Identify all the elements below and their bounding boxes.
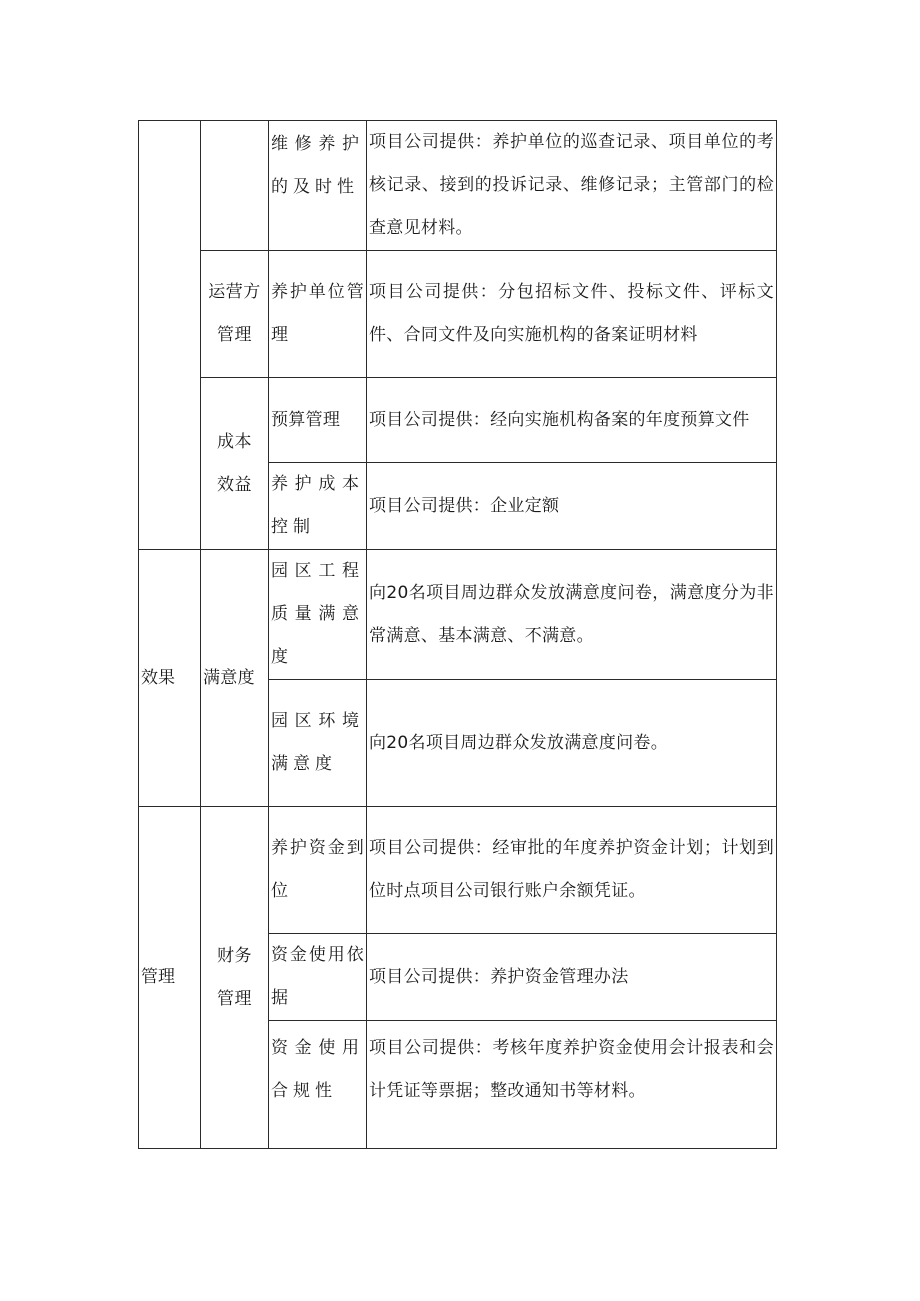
evidence-cell: 项目公司提供：养护资金管理办法 bbox=[367, 934, 777, 1021]
indicator-cell: 园区工程质量满意度 bbox=[269, 550, 367, 680]
evidence-cell: 项目公司提供：养护单位的巡查记录、项目单位的考核记录、接到的投诉记录、维修记录；主管部门的检查意见材料。 bbox=[367, 121, 777, 251]
indicator-cell: 园区环境满意度 bbox=[269, 680, 367, 807]
table-row bbox=[139, 378, 777, 463]
indicator-cell: 资金使用依据 bbox=[269, 934, 367, 1021]
evidence-cell: 项目公司提供：经审批的年度养护资金计划；计划到位时点项目公司银行账户余额凭证。 bbox=[367, 807, 777, 934]
subcategory-cell bbox=[201, 121, 269, 251]
evidence-cell: 向20名项目周边群众发放满意度问卷。 bbox=[367, 680, 777, 807]
evidence-cell: 项目公司提供：企业定额 bbox=[367, 463, 777, 550]
table-row bbox=[139, 121, 777, 251]
subcategory-cell: 满意度 bbox=[201, 550, 269, 807]
subcategory-cell: 财务管理 bbox=[201, 807, 269, 1149]
evidence-cell: 项目公司提供：考核年度养护资金使用会计报表和会计凭证等票据；整改通知书等材料。 bbox=[367, 1021, 777, 1149]
evidence-cell: 向20名项目周边群众发放满意度问卷，满意度分为非常满意、基本满意、不满意。 bbox=[367, 550, 777, 680]
indicator-cell: 养护成本控制 bbox=[269, 463, 367, 550]
category-cell: 管理 bbox=[139, 807, 201, 1149]
subcategory-cell: 成本效益 bbox=[201, 378, 269, 550]
table-row bbox=[139, 550, 777, 680]
table-row bbox=[139, 807, 777, 934]
category-cell: 效果 bbox=[139, 550, 201, 807]
indicator-cell: 资金使用合规性 bbox=[269, 1021, 367, 1149]
indicator-cell: 预算管理 bbox=[269, 378, 367, 463]
indicator-cell: 养护单位管理 bbox=[269, 251, 367, 378]
indicator-cell: 维修养护的及时性 bbox=[269, 121, 367, 251]
indicator-cell: 养护资金到位 bbox=[269, 807, 367, 934]
table-row bbox=[139, 251, 777, 378]
subcategory-cell: 运营方管理 bbox=[201, 251, 269, 378]
evidence-cell: 项目公司提供：经向实施机构备案的年度预算文件 bbox=[367, 378, 777, 463]
evaluation-table bbox=[138, 120, 777, 1149]
category-cell bbox=[139, 121, 201, 550]
evidence-cell: 项目公司提供：分包招标文件、投标文件、评标文件、合同文件及向实施机构的备案证明材料 bbox=[367, 251, 777, 378]
